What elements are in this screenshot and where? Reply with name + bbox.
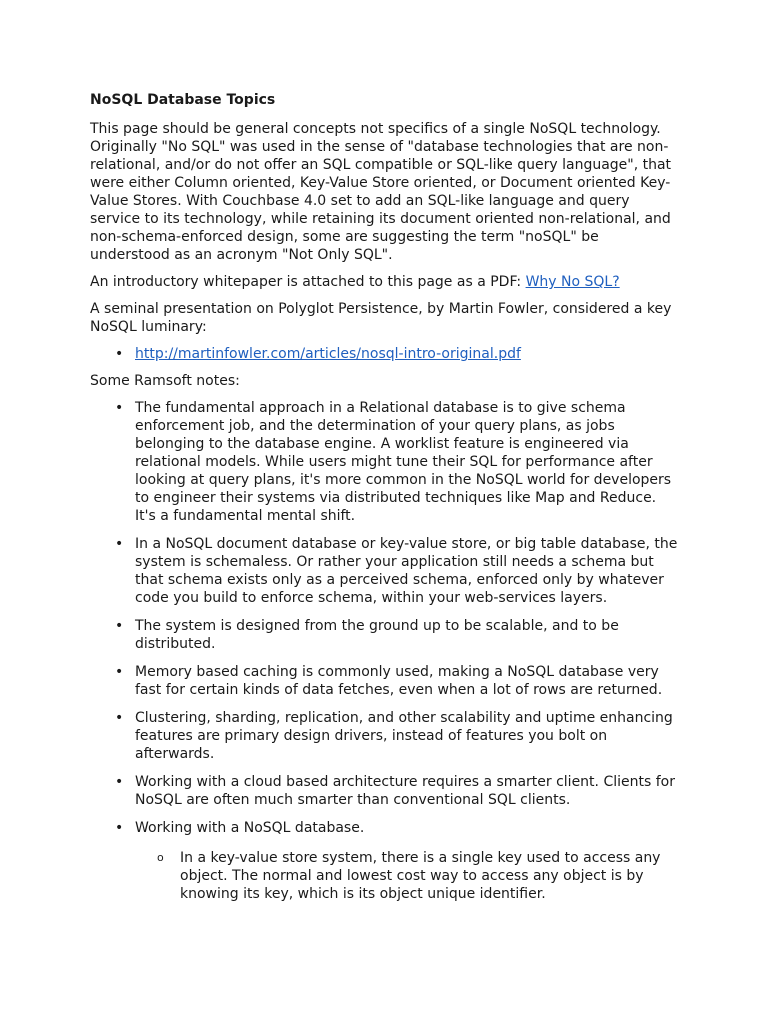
note-text: Working with a NoSQL database. <box>135 820 365 836</box>
presentation-paragraph: A seminal presentation on Polyglot Persistence, by Martin Fowler, considered a key NoSQL luminary: <box>90 301 672 335</box>
intro-paragraph: This page should be general concepts not specifics of a single NoSQL technology. Originally "No SQL" was used in the sense of "database technologies that are non-relational, and/or do not offer an SQL compatible or SQL-like query language", that were either Column oriented, Key-Value Store oriented, or Document oriented Key-Value Stores. With Couchbase 4.0 set to add an SQL-like language and query service to its technology, while retaining its document oriented non-relational, and non-schema-enforced design, some are suggesting the term "noSQL" be understood as an acronym "Not Only SQL". <box>90 121 672 263</box>
sub-list-item <box>135 849 680 903</box>
bullet-icon: • <box>115 820 124 836</box>
note-text: In a NoSQL document database or key-value store, or big table database, the system is schemaless. Or rather your application still needs a schema but that schema exists only as a perceived schema, enforced only by whatever code you build to enforce schema, within your web-services layers. <box>135 536 678 606</box>
list-item <box>90 535 680 607</box>
notes-list <box>90 399 680 903</box>
why-nosql-link[interactable]: Why No SQL? <box>525 274 620 290</box>
list-item <box>90 617 680 653</box>
document-page <box>90 90 680 912</box>
bullet-icon: • <box>115 664 124 680</box>
note-text: Clustering, sharding, replication, and other scalability and uptime enhancing features are primary design drivers, instead of features you bolt on afterwards. <box>135 710 673 762</box>
list-item <box>90 773 680 809</box>
bullet-icon: • <box>115 618 124 634</box>
sub-note-text: In a key-value store system, there is a single key used to access any object. The normal and lowest cost way to access any object is by knowing its key, which is its object unique identifier. <box>180 850 661 902</box>
bullet-icon: • <box>115 346 124 362</box>
presentation-link-list <box>90 345 680 363</box>
notes-heading: Some Ramsoft notes: <box>90 373 240 389</box>
page-title: NoSQL Database Topics <box>90 92 276 108</box>
sub-notes-list <box>135 849 680 903</box>
whitepaper-paragraph <box>90 273 680 291</box>
list-item <box>90 399 680 525</box>
list-item <box>90 345 680 363</box>
martinfowler-pdf-link[interactable]: http://martinfowler.com/articles/nosql-intro-original.pdf <box>135 346 521 362</box>
whitepaper-text: An introductory whitepaper is attached to this page as a PDF: <box>90 274 526 290</box>
bullet-icon: • <box>115 536 124 552</box>
list-item <box>90 663 680 699</box>
note-text: The system is designed from the ground up to be scalable, and to be distributed. <box>135 618 619 652</box>
note-text: Working with a cloud based architecture requires a smarter client. Clients for NoSQL are often much smarter than conventional SQL clients. <box>135 774 675 808</box>
bullet-icon: • <box>115 710 124 726</box>
list-item <box>90 709 680 763</box>
note-text: The fundamental approach in a Relational database is to give schema enforcement job, and the determination of your query plans, as jobs belonging to the database engine. A worklist feature is engineered via relational models. While users might tune their SQL for performance after looking at query plans, it's more common in the NoSQL world for developers to engineer their systems via distributed techniques like Map and Reduce. It's a fundamental mental shift. <box>135 400 672 524</box>
note-text: Memory based caching is commonly used, making a NoSQL database very fast for certain kinds of data fetches, even when a lot of rows are returned. <box>135 664 663 698</box>
bullet-icon: • <box>115 774 124 790</box>
list-item <box>90 819 680 903</box>
circle-bullet-icon: o <box>157 851 164 864</box>
bullet-icon: • <box>115 400 124 416</box>
